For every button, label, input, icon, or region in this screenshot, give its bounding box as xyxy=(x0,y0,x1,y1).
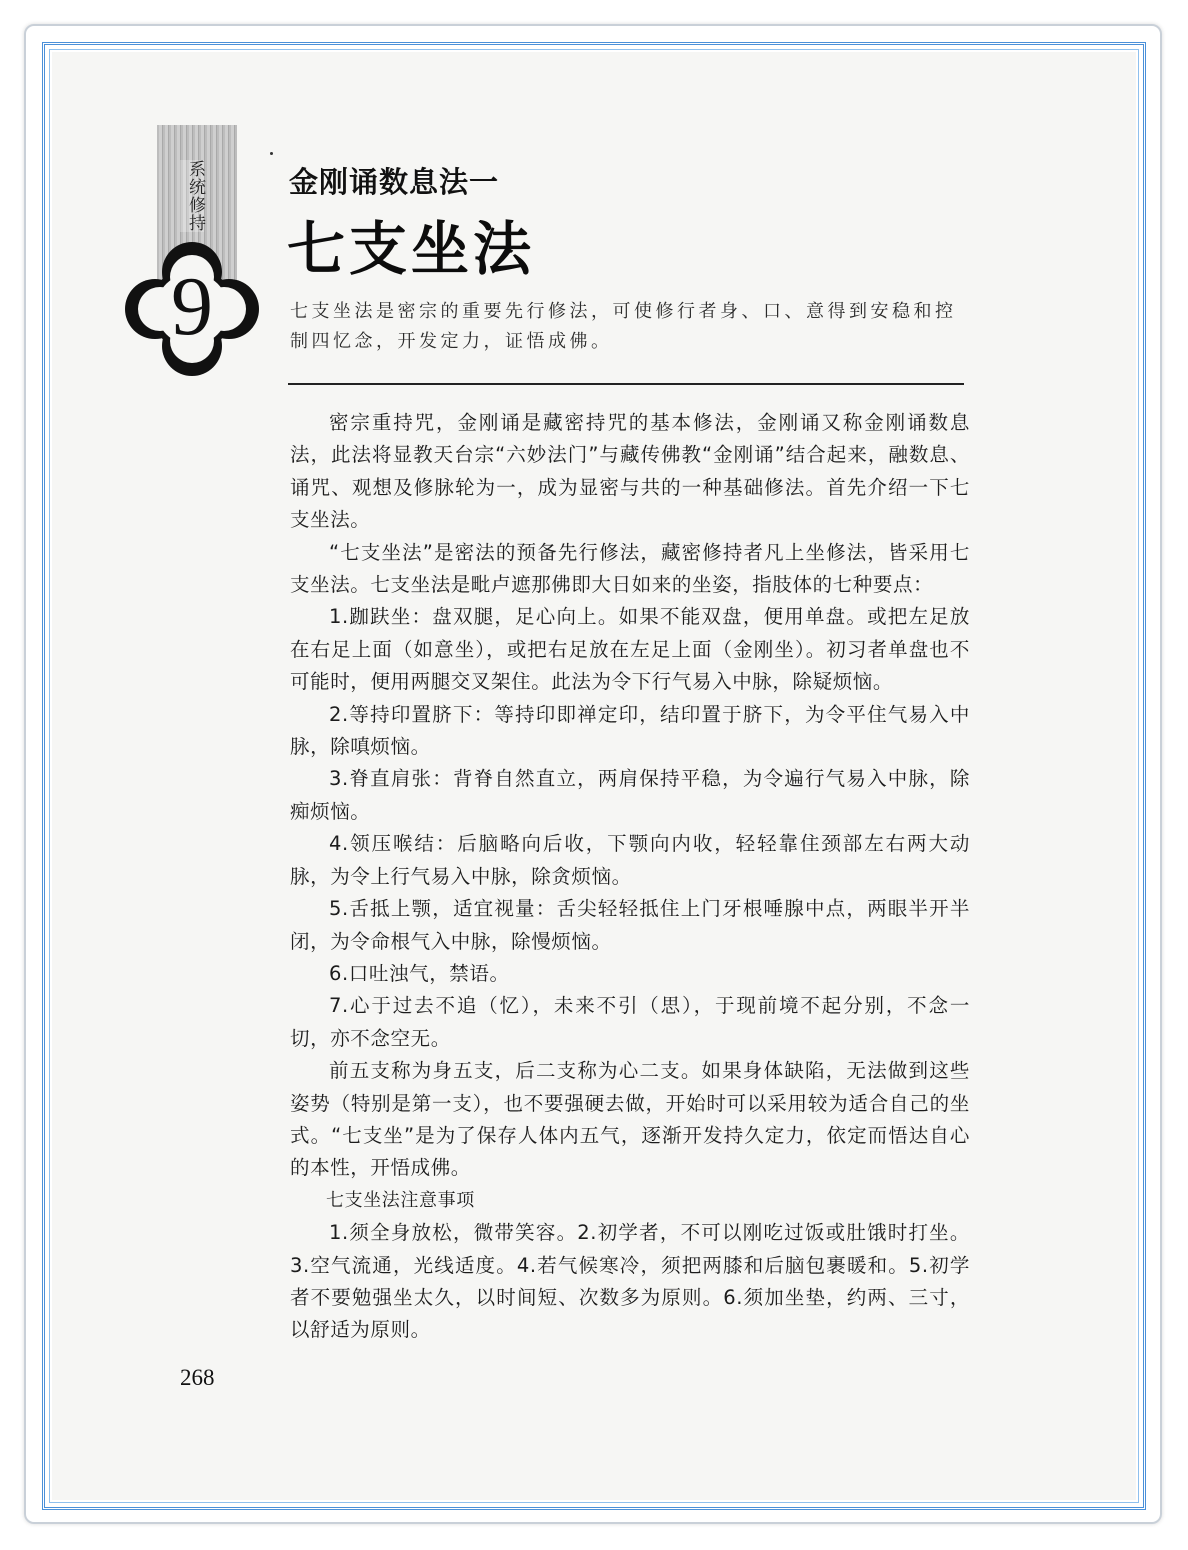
paragraph: 6.口吐浊气，禁语。 xyxy=(329,961,510,985)
decorative-dot xyxy=(270,152,273,155)
paragraph: 2.等持印置脐下：等持印即禅定印，结印置于脐下，为令平住气易入中脉，除嗔烦恼。 xyxy=(290,702,970,759)
paragraph: 1.跏趺坐：盘双腿，足心向上。如果不能双盘，便用单盘。或把左足放在右足上面（如意坐），或把右足放在左足上面（金刚坐）。初习者单盘也不可能时，便用两腿交叉架住。此法为令下行气易入中脉，除疑烦恼。 xyxy=(290,605,970,694)
divider xyxy=(288,383,964,385)
paragraph: 前五支称为身五支，后二支称为心二支。如果身体缺陷，无法做到这些姿势（特别是第一支），也不要强硬去做，开始时可以采用较为适合自己的坐式。“七支坐”是为了保存人体内五气，逐渐开发持久定力，依定而悟达自心的本性，开悟成佛。 xyxy=(290,1059,970,1180)
spine-label: 系统修持 xyxy=(180,160,204,232)
body-text xyxy=(290,407,970,1347)
book-page xyxy=(52,52,1136,1500)
paragraph: 4.领压喉结：后脑略向后收，下颚向内收，轻轻靠住颈部左右两大动脉，为令上行气易入中脉，除贪烦恼。 xyxy=(290,832,970,888)
paragraph: 3.脊直肩张：背脊自然直立，两肩保持平稳，为令遍行气易入中脉，除痴烦恼。 xyxy=(290,767,970,823)
chapter-subtitle: 金刚诵数息法一 xyxy=(289,165,500,199)
paragraph: “七支坐法”是密法的预备先行修法，藏密修持者凡上坐修法，皆采用七支坐法。七支坐法是毗卢遮那佛即大日如来的坐姿，指肢体的七种要点： xyxy=(290,540,970,597)
chapter-abstract: 七支坐法是密宗的重要先行修法，可使修行者身、口、意得到安稳和控制四忆念，开发定力，证悟成佛。 xyxy=(290,301,957,352)
notes-paragraph: 1.须全身放松，微带笑容。2.初学者，不可以刚吃过饭或肚饿时打坐。3.空气流通，光线适度。4.若气候寒冷，须把两膝和后脑包裹暖和。5.初学者不要勉强坐太久，以时间短、次数多为原则。6.须加坐垫，约两、三寸，以舒适为原则。 xyxy=(290,1221,970,1342)
page-number: 268 xyxy=(180,1365,215,1390)
notes-heading: 七支坐法注意事项 xyxy=(326,1189,475,1211)
paragraph: 7.心于过去不追（忆），未来不引（思），于现前境不起分别，不念一切，亦不念空无。 xyxy=(290,994,970,1050)
page-title: 七支坐法 xyxy=(287,215,536,283)
paragraph: 密宗重持咒，金刚诵是藏密持咒的基本修法，金刚诵又称金刚诵数息法，此法将显教天台宗“六妙法门”与藏传佛教“金刚诵”结合起来，融数息、诵咒、观想及修脉轮为一，成为显密与共的一种基础修法。首先介绍一下七支坐法。 xyxy=(290,411,970,532)
paragraph: 5.舌抵上颚，适宜视量：舌尖轻轻抵住上门牙根唾腺中点，两眼半开半闭，为令命根气入中脉，除慢烦恼。 xyxy=(290,897,970,953)
chapter-number: 9 xyxy=(171,260,213,353)
